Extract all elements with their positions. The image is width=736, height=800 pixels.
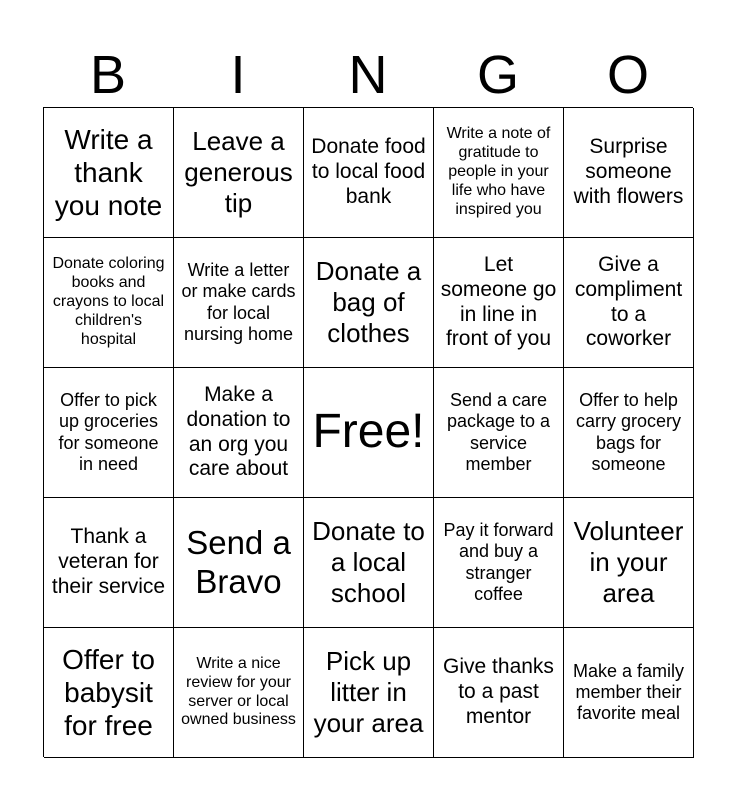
bingo-cell[interactable]: [174, 238, 304, 368]
header-letter-g: G: [476, 45, 519, 105]
header-letter-b: B: [89, 45, 127, 105]
cell-text: Give a compliment to a coworker: [574, 252, 683, 351]
cell-text: Donate coloring books and crayons to local children's hospital: [52, 255, 165, 348]
bingo-cell[interactable]: [434, 628, 564, 758]
cell-text: Let someone go in line in front of you: [440, 252, 557, 351]
cell-text: Write a note of gratitude to people in your life who have inspired you: [446, 125, 551, 218]
bingo-cell[interactable]: [564, 498, 694, 628]
bingo-cell[interactable]: [304, 108, 434, 238]
bingo-cell[interactable]: [174, 498, 304, 628]
header-letter-o: O: [606, 45, 649, 105]
free-space-text: Free!: [312, 405, 425, 459]
cell-text: Volunteer in your area: [573, 516, 684, 608]
bingo-cell[interactable]: [304, 238, 434, 368]
cell-text: Give thanks to a past mentor: [443, 655, 554, 728]
cell-text: Write a thank you note: [54, 123, 163, 222]
cell-text: Donate food to local food bank: [311, 135, 426, 208]
cell-text: Offer to babysit for free: [62, 643, 155, 742]
cell-text: Leave a generous tip: [184, 126, 293, 218]
cell-text: Send a care package to a service member: [446, 390, 551, 474]
bingo-cell[interactable]: [564, 628, 694, 758]
bingo-cell[interactable]: [564, 238, 694, 368]
bingo-cell[interactable]: [44, 108, 174, 238]
header-letter-i: I: [230, 45, 246, 105]
bingo-cell[interactable]: [174, 628, 304, 758]
cell-text: Donate a bag of clothes: [315, 256, 422, 348]
cell-text: Make a family member their favorite meal: [572, 660, 685, 724]
cell-text: Pay it forward and buy a stranger coffee: [443, 520, 554, 604]
cell-text: Write a nice review for your server or local owned business: [181, 654, 296, 729]
free-space-cell[interactable]: [304, 368, 434, 498]
cell-text: Send a Bravo: [186, 523, 291, 600]
bingo-board: [43, 107, 693, 757]
bingo-header: [43, 44, 693, 106]
cell-text: Surprise someone with flowers: [573, 135, 684, 208]
bingo-cell[interactable]: [434, 368, 564, 498]
bingo-cell[interactable]: [434, 238, 564, 368]
cell-text: Pick up litter in your area: [313, 646, 424, 738]
bingo-cell[interactable]: [174, 108, 304, 238]
bingo-cell[interactable]: [44, 238, 174, 368]
bingo-cell[interactable]: [44, 498, 174, 628]
bingo-cell[interactable]: [174, 368, 304, 498]
bingo-cell[interactable]: [304, 498, 434, 628]
bingo-cell[interactable]: [434, 108, 564, 238]
cell-text: Donate to a local school: [312, 516, 425, 608]
cell-text: Offer to help carry grocery bags for someone: [575, 390, 682, 474]
bingo-cell[interactable]: [564, 368, 694, 498]
header-letter-n: N: [348, 45, 388, 105]
cell-text: Thank a veteran for their service: [51, 525, 166, 598]
cell-text: Make a donation to an org you care about: [186, 382, 291, 481]
bingo-cell[interactable]: [434, 498, 564, 628]
cell-text: Write a letter or make cards for local nursing home: [181, 260, 296, 344]
bingo-cell[interactable]: [304, 628, 434, 758]
cell-text: Offer to pick up groceries for someone in need: [58, 390, 159, 474]
bingo-cell[interactable]: [44, 368, 174, 498]
bingo-cell[interactable]: [44, 628, 174, 758]
bingo-cell[interactable]: [564, 108, 694, 238]
